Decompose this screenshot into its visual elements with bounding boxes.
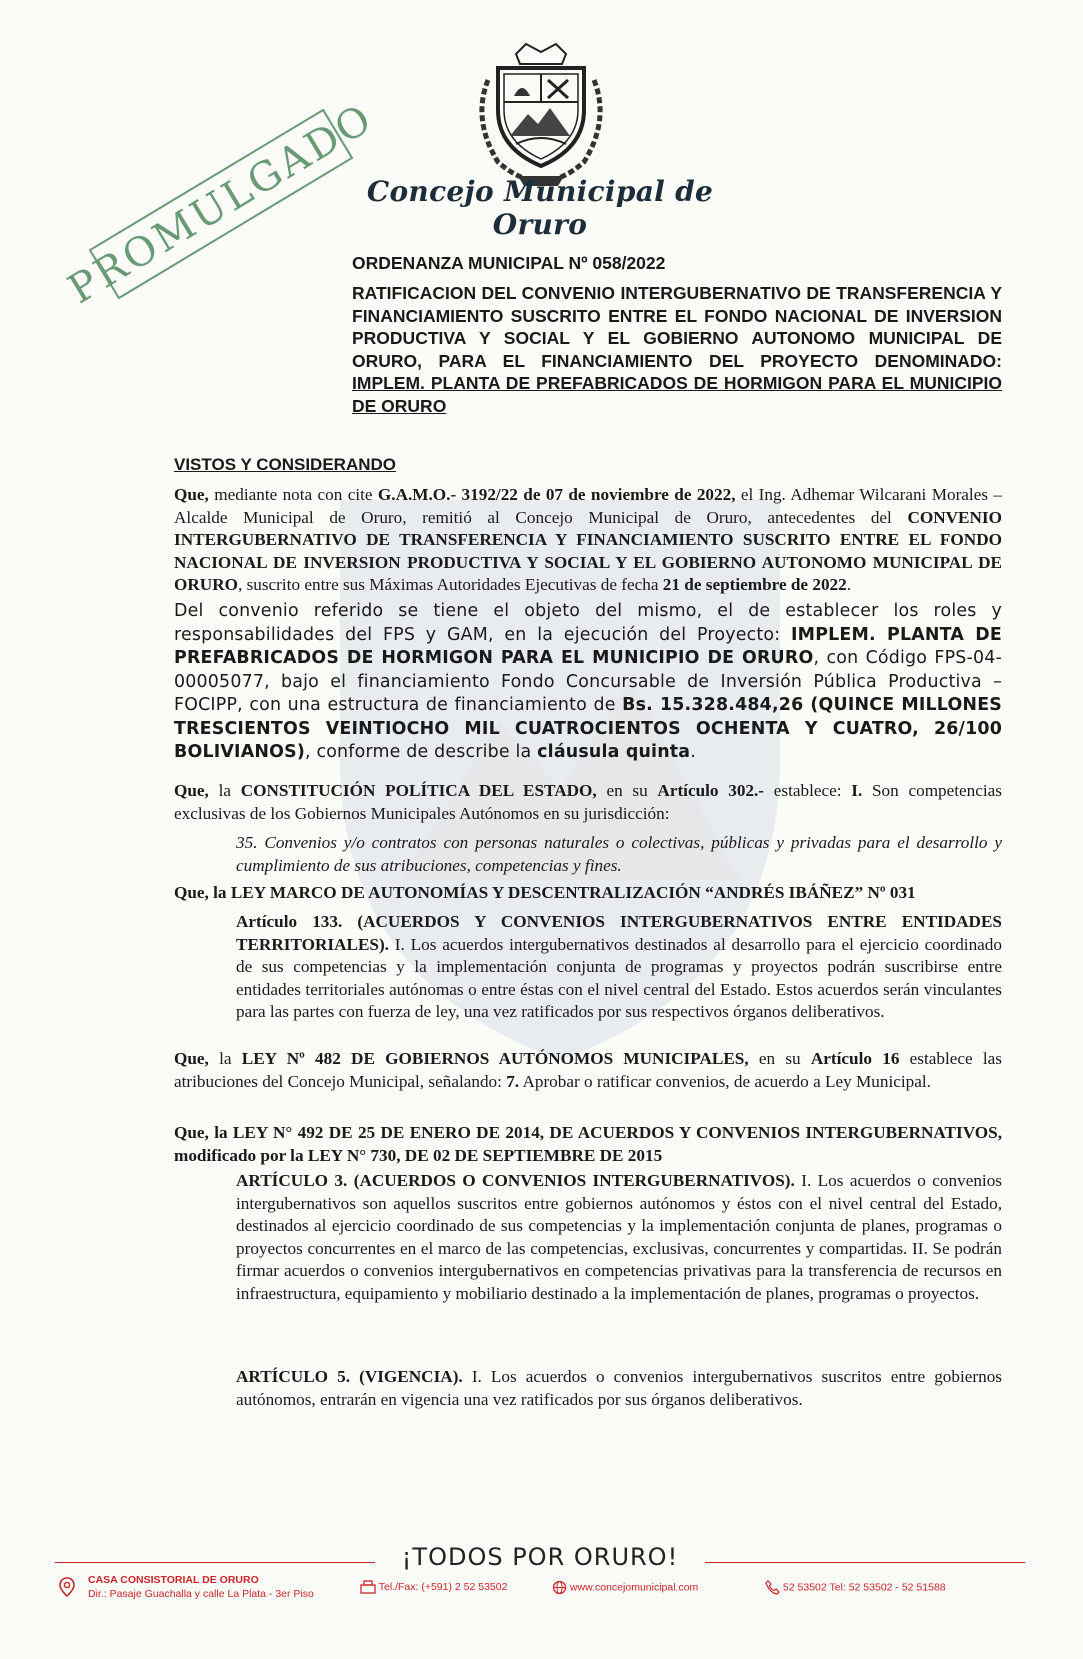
fax-icon [360,1580,376,1594]
footer-address-title: CASA CONSISTORIAL DE ORURO [88,1574,259,1586]
quote-article-133: Artículo 133. (ACUERDOS Y CONVENIOS INTERGUBERNATIVOS ENTRE ENTIDADES TERRITORIALES). I. Los acuerdos intergubernativos destinados al desarrollo para el ejercicio coordinado de sus competencias y la implementación conjunta de programas y proyectos podrán suscribirse entre entidades territoriales autónomas o entre éstas con el nivel central del Estado. Estos acuerdos serán vinculantes para las partes con fuerza de ley, una vez ratificados por sus respectivos órganos deliberativos. [236,912,1002,1022]
paragraph-convenio-objeto: Del convenio referido se tiene el objeto del mismo, el de establecer los roles y responsabilidades del FPS y GAM, en la ejecución del Proyecto: IMPLEM. PLANTA DE PREFABRICADOS DE HORMIGON PARA EL MUNICIPIO DE ORURO, con Código FPS-04-00005077, bajo el financiamiento Fondo Concursable de Inversión Pública Productiva – FOCIPP, con una estructura de financiamiento de Bs. 15.328.484,26 (QUINCE MILLONES TRESCIENTOS VEINTIOCHO MIL CUATROCIENTOS OCHENTA Y CUATRO, 26/100 BOLIVIANOS), conforme de describe la cláusula quinta. [174,601,1002,762]
footer-rule-left [55,1562,375,1563]
promulgado-stamp: PROMULGADO [60,94,382,314]
quote-article-3: ARTÍCULO 3. (ACUERDOS O CONVENIOS INTERGUBERNATIVOS). I. Los acuerdos o convenios intergubernativos son aquellos suscritos entre gobiernos autónomos y éstos con el nivel central del Estado, destinados al ejercicio coordinado de sus competencias y la implementación conjunta de planes, programas o proyectos concurrentes en el marco de las competencias, exclusivas, concurrentes y compartidas. II. Se podrán firmar acuerdos o convenios intergubernativos en competencias privativas para la transferencia de recursos en infraestructura, equipamiento y mobiliario destinado a la implementación de planes, programas o proyectos. [236,1171,1002,1303]
paragraph-ley-482: Que, la LEY Nº 482 DE GOBIERNOS AUTÓNOMOS MUNICIPALES, en su Artículo 16 establece las atribuciones del Concejo Municipal, señalando: 7. Aprobar o ratificar convenios, de acuerdo a Ley Municipal. [174,1049,1002,1091]
coat-of-arms-logo [458,40,624,190]
council-name: Concejo Municipal de Oruro [366,175,714,241]
quote-article-5: ARTÍCULO 5. (VIGENCIA). I. Los acuerdos o convenios intergubernativos suscritos entre gobiernos autónomos, entrarán en vigencia una vez ratificados por sus órganos deliberativos. [236,1367,1002,1409]
paragraph-ley-031-heading: Que, la LEY MARCO DE AUTONOMÍAS Y DESCENTRALIZACIÓN “ANDRÉS IBÁÑEZ” Nº 031 [174,883,916,902]
footer-address: Dir.: Pasaje Guachalla y calle La Plata - 3er Piso [88,1588,314,1600]
ordinance-title: ORDENANZA MUNICIPAL Nº 058/2022 [352,253,666,273]
location-pin-icon [58,1576,76,1598]
footer-telfax: Tel./Fax: (+591) 2 52 53502 [360,1580,507,1594]
paragraph-que-nota: Que, mediante nota con cite G.A.M.O.- 3192/22 de 07 de noviembre de 2022, el Ing. Adhemar Wilcarani Morales – Alcalde Municipal de Oruro, remitió al Concejo Municipal de Oruro, antecedentes del CONVENIO INTERGUBERNATIVO DE TRANSFERENCIA Y FINANCIAMIENTO SUSCRITO ENTRE EL FONDO NACIONAL DE INVERSION PRODUCTIVA Y SOCIAL Y EL GOBIERNO AUTONOMO MUNICIPAL DE ORURO, suscrito entre sus Máximas Autoridades Ejecutivas de fecha 21 de septiembre de 2022. [174,485,1002,595]
globe-icon [552,1580,567,1595]
ordinance-subject: RATIFICACION DEL CONVENIO INTERGUBERNATIVO DE TRANSFERENCIA Y FINANCIAMIENTO SUSCRITO ENTRE EL FONDO NACIONAL DE INVERSION PRODUCTIVA Y SOCIAL Y EL GOBIERNO AUTONOMO MUNICIPAL DE ORURO, PARA EL FINANCIAMIENTO DEL PROYECTO DENOMINADO: IMPLEM. PLANTA DE PREFABRICADOS DE HORMIGON PARA EL MUNICIPIO DE ORURO [352,283,1002,416]
quote-article-302: 35. Convenios y/o contratos con personas naturales o colectivas, públicas y privadas para el desarrollo y cumplimiento de sus atribuciones, competencias y fines. [236,833,1002,875]
footer-phones: 52 53502 Tel: 52 53502 - 52 51588 [765,1580,946,1595]
paragraph-constitucion: Que, la CONSTITUCIÓN POLÍTICA DEL ESTADO, en su Artículo 302.- establece: I. Son competencias exclusivas de los Gobiernos Municipales Autónomos en su jurisdicción: [174,781,1002,823]
footer-slogan: ¡TODOS POR ORURO! [401,1543,679,1571]
section-heading: VISTOS Y CONSIDERANDO [174,455,396,474]
footer-rule-right [705,1562,1025,1563]
footer-website[interactable]: www.concejomunicipal.com [552,1580,698,1595]
phone-icon [765,1580,780,1595]
paragraph-ley-492-heading: Que, la LEY N° 492 DE 25 DE ENERO DE 2014, DE ACUERDOS Y CONVENIOS INTERGUBERNATIVOS, modificado por la LEY N° 730, DE 02 DE SEPTIEMBRE DE 2015 [174,1123,1002,1165]
